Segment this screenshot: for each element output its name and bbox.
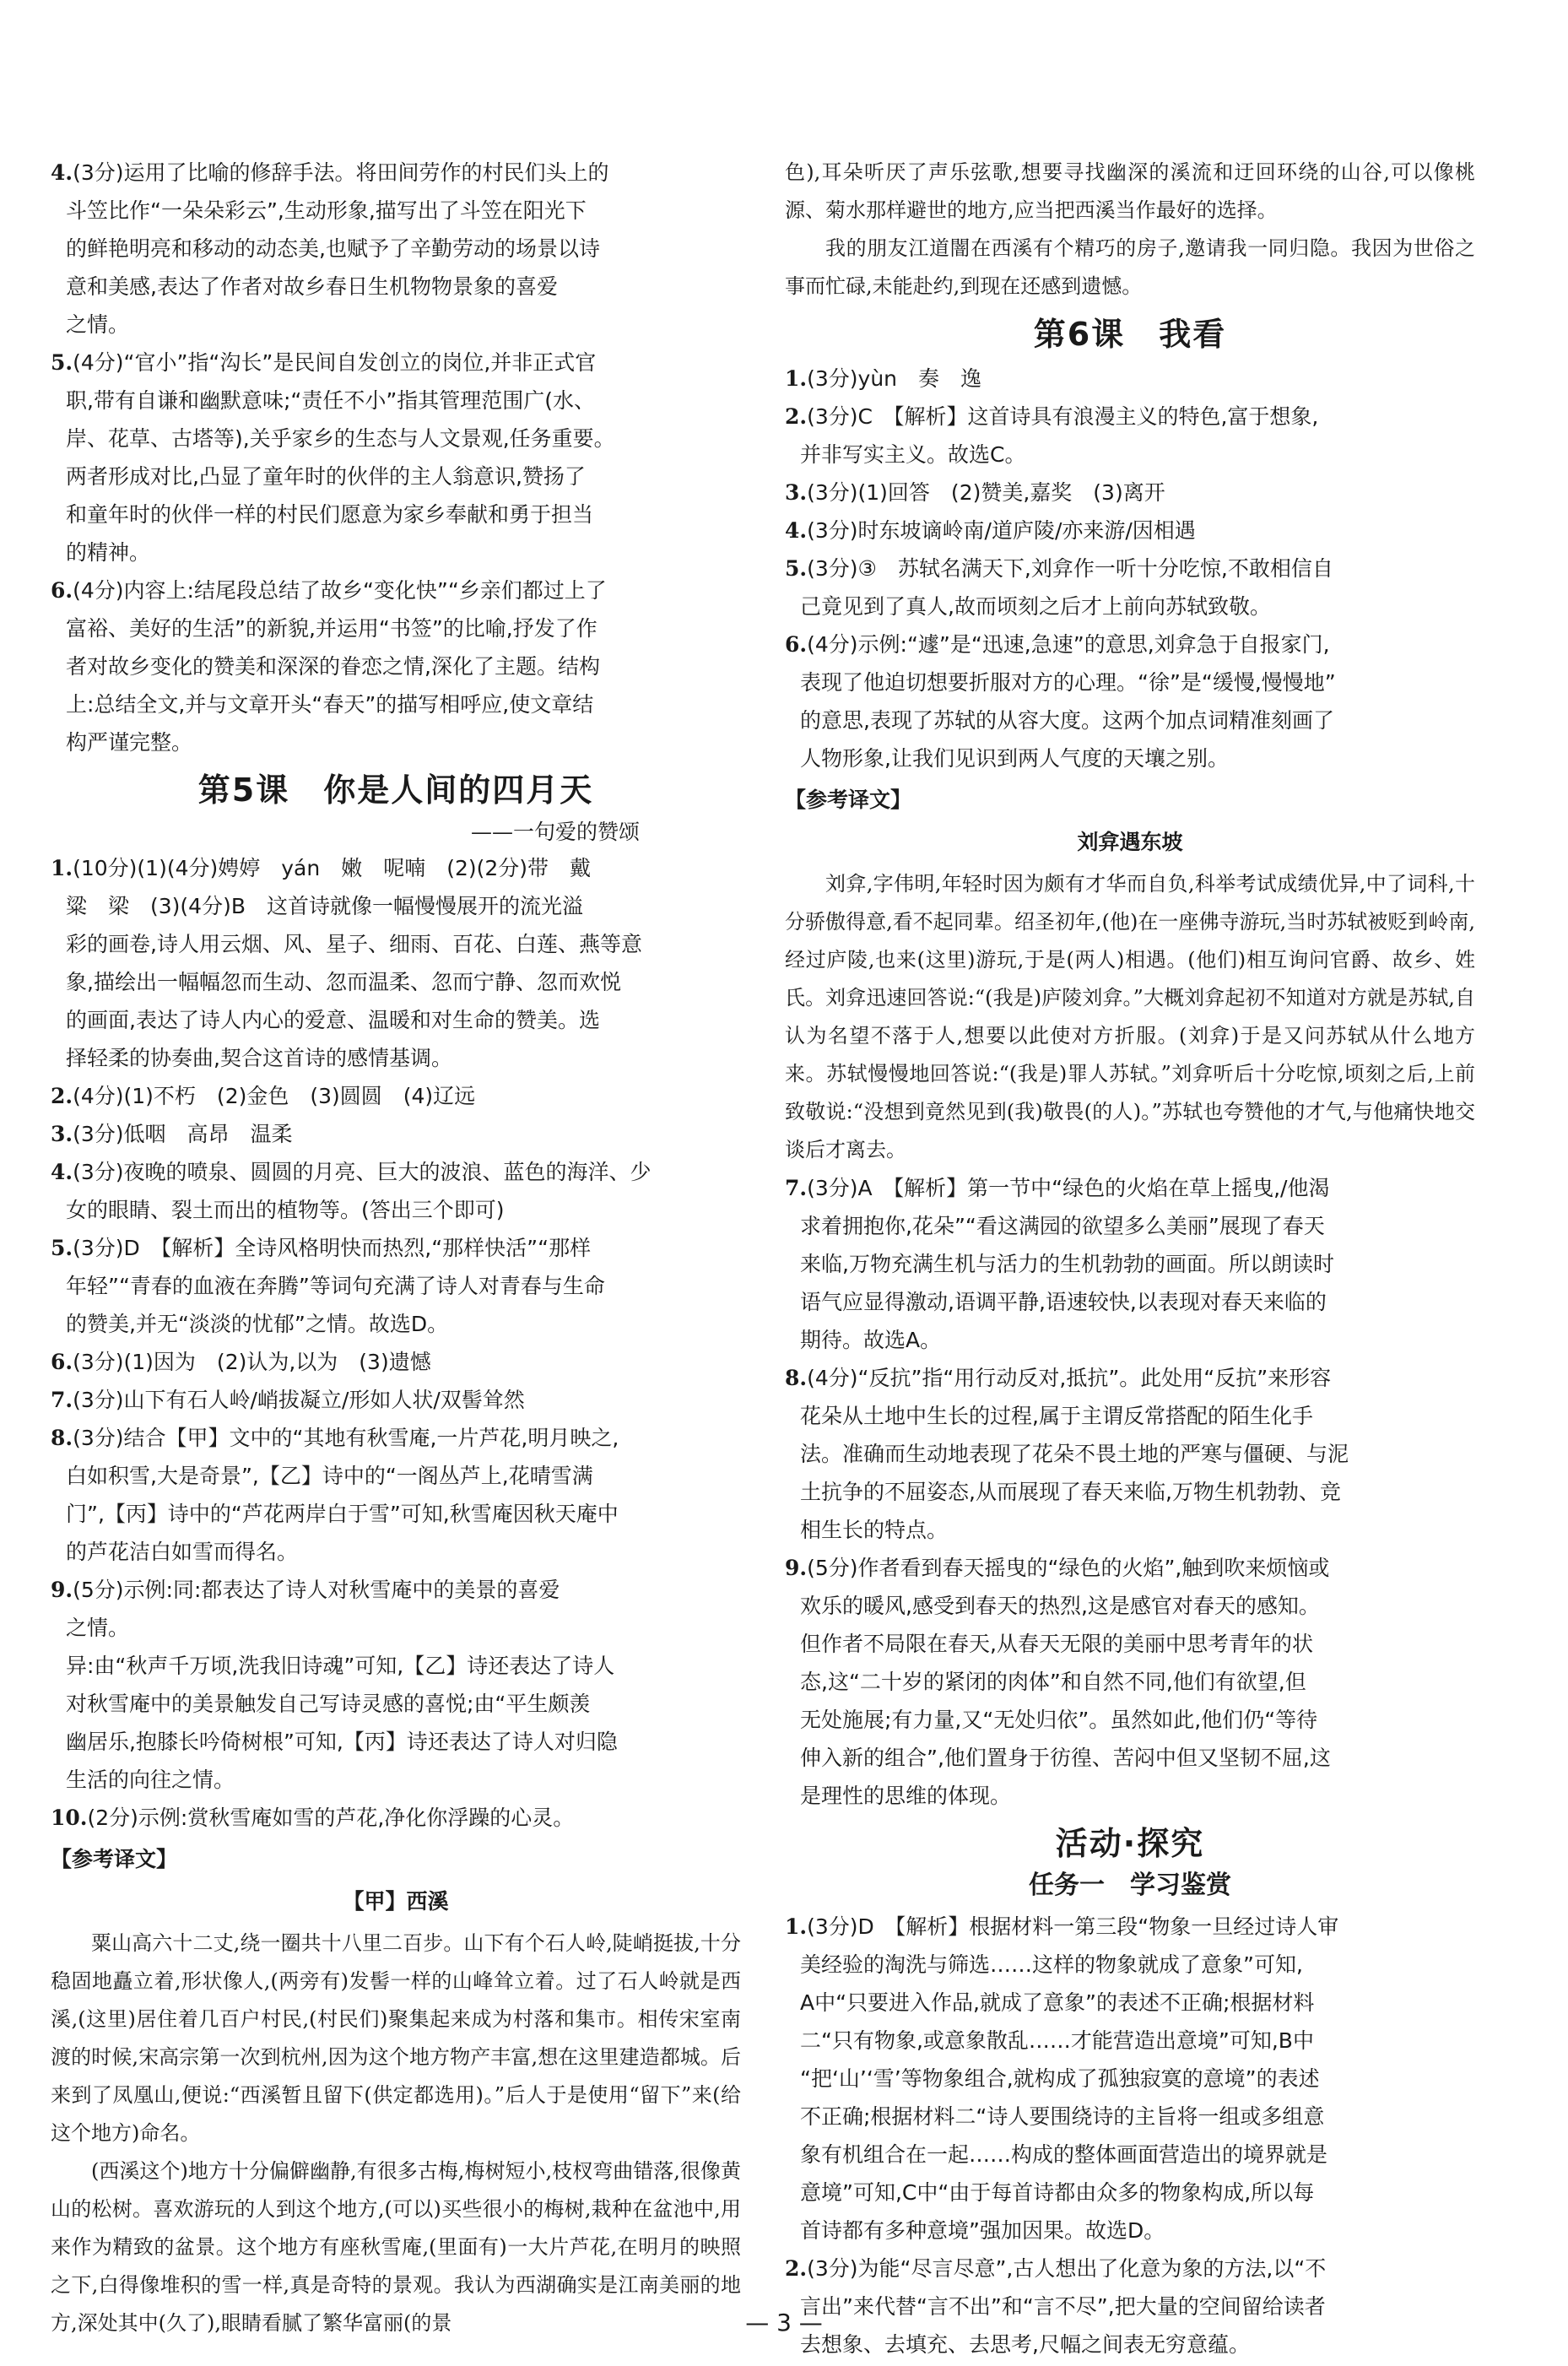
answer-text-line: 法。准确而生动地表现了花朵不畏土地的严寒与僵硬、与泥 [800, 1442, 1349, 1466]
answer-number: 1. [785, 1914, 808, 1939]
answer-text: (4分)示例:“遽”是“迅速,急速”的意思,刘弇急于自报家门, [807, 632, 1330, 657]
answer-text: (3分)yùn 奏 逸 [807, 366, 982, 391]
answer-text-line: 首诗都有多种意境”强加因果。故选D。 [800, 2218, 1165, 2243]
answer-item [785, 1908, 1475, 1946]
answer-number: 10. [51, 1806, 88, 1830]
answer-text-line: 美经验的淘洗与筛选……这样的物象就成了意象”可知, [800, 1952, 1303, 1977]
answer-item [51, 154, 741, 192]
answer-item [785, 550, 1475, 587]
answer-text-line: 己竟见到了真人,故而顷刻之后才上前向苏轼致敬。 [800, 594, 1271, 619]
lesson-title: 第5课 你是人间的四月天 [197, 772, 594, 809]
answer-item [785, 1169, 1475, 1207]
answer-number: 9. [51, 1578, 73, 1602]
answer-text-line: 意和美感,表达了作者对故乡春日生机物物景象的喜爱 [66, 274, 558, 299]
answer-item [785, 1549, 1475, 1587]
answer-item [51, 1229, 741, 1267]
answer-text: (3分)夜晚的喷泉、圆圆的月亮、巨大的波浪、蓝色的海洋、少 [73, 1160, 652, 1184]
answer-text-line: A中“只要进入作品,就成了意象”的表述不正确;根据材料 [800, 1990, 1315, 2015]
answer-item [51, 1799, 741, 1837]
answer-item [51, 1419, 741, 1457]
answer-item [51, 1381, 741, 1419]
answer-item [785, 512, 1475, 550]
answer-text-line: 伸入新的组合”,他们置身于彷徨、苦闷中但又坚韧不屈,这 [800, 1746, 1331, 1770]
answer-text: (5分)作者看到春天摇曳的“绿色的火焰”,触到吹来烦恼或 [807, 1556, 1330, 1580]
answer-text-line: 的意思,表现了苏轼的从容大度。这两个加点词精准刻画了 [800, 708, 1334, 733]
answer-number: 6. [51, 1350, 73, 1374]
answer-number: 3. [785, 480, 808, 505]
answer-text-line: 粱 梁 (3)(4分)B 这首诗就像一幅慢慢展开的流光溢 [66, 894, 583, 918]
answer-text-line: 和童年时的伙伴一样的村民们愿意为家乡奉献和勇于担当 [66, 502, 594, 527]
answer-text-line: 的鲜艳明亮和移动的动态美,也赋予了辛勤劳动的场景以诗 [66, 236, 600, 261]
answer-text: (10分)(1)(4分)娉婷 yán 嫩 呢喃 (2)(2分)带 戴 [73, 856, 592, 880]
answer-text-line: 年轻”“青春的血液在奔腾”等词句充满了诗人对青春与生命 [66, 1274, 605, 1298]
answer-text: (3分)D 【解析】根据材料一第三段“物象一旦经过诗人审 [807, 1914, 1339, 1939]
translation-title: 【甲】西溪 [343, 1889, 449, 1914]
answer-text-line: 意境”可知,C中“由于每首诗都由众多的物象构成,所以每 [800, 2180, 1315, 2205]
answer-number: 6. [51, 578, 73, 603]
lesson-subtitle: ——一句爱的赞颂 [470, 820, 640, 844]
page-number: — 3 — [745, 2309, 823, 2336]
answer-number: 5. [51, 1236, 73, 1260]
answer-item [785, 625, 1475, 663]
answer-text-line: “把‘山’‘雪’等物象组合,就构成了孤独寂寞的意境”的表述 [800, 2066, 1320, 2091]
answer-item [51, 1153, 741, 1191]
answer-item [51, 1077, 741, 1115]
answer-number: 2. [785, 2256, 808, 2281]
answer-item [51, 1343, 741, 1381]
answer-number: 3. [51, 1122, 73, 1146]
answer-text-line: 不正确;根据材料二“诗人要围绕诗的主旨将一组或多组意 [800, 2104, 1325, 2129]
answer-text-line: 求着拥抱你,花朵”“看这满园的欲望多么美丽”展现了春天 [800, 1214, 1325, 1238]
answer-item [51, 1571, 741, 1609]
answer-text-line: 的精神。 [66, 540, 151, 565]
answer-text: (3分)运用了比喻的修辞手法。将田间劳作的村民们头上的 [73, 160, 609, 185]
answer-text-line: 幽居乐,抱膝长吟倚树根”可知,【丙】诗还表达了诗人对归隐 [66, 1730, 618, 1754]
answer-text-line: 期待。故选A。 [800, 1328, 942, 1352]
answer-number: 1. [51, 856, 73, 880]
answer-text-line: 去想象、去填充、去思考,尺幅之间表无穷意蕴。 [800, 2332, 1250, 2357]
answer-text: (3分)C 【解析】这首诗具有浪漫主义的特色,富于想象, [807, 404, 1319, 429]
answer-number: 2. [785, 404, 808, 429]
answer-item [51, 1115, 741, 1153]
answer-text-line: 相生长的特点。 [800, 1518, 949, 1542]
left-column [51, 154, 741, 2342]
translation-paragraph: (西溪这个)地方十分偏僻幽静,有很多古梅,梅树短小,枝杈弯曲错落,很像黄山的松树。喜欢游玩的人到这个地方,(可以)买些很小的梅树,栽种在盆池中,用来作为精致的盆景。这个地方有座秋雪庵,(里面有)一大片芦花,在明月的映照之下,白得像堆积的雪一样,真是奇特的景观。我认为西湖确实是江南美丽的地方,深处其中(久了),眼睛看腻了繁华富丽(的景 [51, 2159, 741, 2335]
translation-paragraph: 粟山高六十二丈,绕一圈共十八里二百步。山下有个石人岭,陡峭挺拔,十分稳固地矗立着,形状像人,(两旁有)发髻一样的山峰耸立着。过了石人岭就是西溪,(这里)居住着几百户村民,(村民们)聚集起来成为村落和集市。相传宋室南渡的时候,宋高宗第一次到杭州,因为这个地方物产丰富,想在这里建造都城。后来到了凤凰山,便说:“西溪暂且留下(供定都选用)。”后人于是使用“留下”来(给这个地方)命名。 [51, 1931, 741, 2145]
activity-title: 活动·探究 [1055, 1825, 1205, 1862]
answer-text: (3分)时东坡谪岭南/道庐陵/亦来游/因相遇 [807, 518, 1196, 543]
answer-text-line: 者对故乡变化的赞美和深深的眷恋之情,深化了主题。结构 [66, 654, 600, 679]
answer-text-line: 上:总结全文,并与文章开头“春天”的描写相呼应,使文章结 [66, 692, 594, 717]
reference-translation-label: 【参考译文】 [51, 1847, 178, 1871]
answer-text: (4分)“反抗”指“用行动反对,抵抗”。此处用“反抗”来形容 [807, 1366, 1332, 1390]
answer-item [51, 849, 741, 887]
answer-text-line: 的赞美,并无“淡淡的忧郁”之情。故选D。 [66, 1312, 449, 1336]
answer-text-line: 的画面,表达了诗人内心的爱意、温暖和对生命的赞美。选 [66, 1008, 600, 1032]
translation-paragraph: 色),耳朵听厌了声乐弦歌,想要寻找幽深的溪流和迂回环绕的山谷,可以像桃源、菊水那样避世的地方,应当把西溪当作最好的选择。 [785, 160, 1475, 222]
answer-number: 4. [51, 160, 73, 185]
answer-text: (5分)示例:同:都表达了诗人对秋雪庵中的美景的喜爱 [73, 1578, 560, 1602]
answer-number: 5. [785, 556, 808, 581]
answer-number: 8. [785, 1366, 808, 1390]
answer-text: (2分)示例:赏秋雪庵如雪的芦花,净化你浮躁的心灵。 [87, 1806, 575, 1830]
answer-number: 8. [51, 1426, 73, 1450]
translation-paragraph: 我的朋友江道闇在西溪有个精巧的房子,邀请我一同归隐。我因为世俗之事而忙碌,未能赴约,到现在还感到遗憾。 [785, 236, 1475, 298]
answer-item [51, 344, 741, 382]
answer-text-line: 花朵从土地中生长的过程,属于主谓反常搭配的陌生化手 [800, 1404, 1313, 1428]
answer-number: 2. [51, 1084, 73, 1108]
answer-text: (3分)山下有石人岭/峭拔凝立/形如人状/双髻耸然 [73, 1388, 525, 1412]
answer-item [785, 398, 1475, 436]
answer-text-line: 象有机组合在一起……构成的整体画面营造出的境界就是 [800, 2142, 1328, 2167]
answer-number: 7. [51, 1388, 73, 1412]
answer-text-line: 对秋雪庵中的美景触发自己写诗灵感的喜悦;由“平生颇羡 [66, 1692, 591, 1716]
answer-text-line: 彩的画卷,诗人用云烟、风、星子、细雨、百花、白莲、燕等意 [66, 932, 642, 956]
answer-text-line: 人物形象,让我们见识到两人气度的天壤之别。 [800, 746, 1229, 771]
answer-text-line: 两者形成对比,凸显了童年时的伙伴的主人翁意识,赞扬了 [66, 464, 586, 489]
answer-text-line: 女的眼睛、裂土而出的植物等。(答出三个即可) [66, 1198, 505, 1222]
lesson-title: 第6课 我看 [1033, 316, 1227, 353]
answer-text: (3分)A 【解析】第一节中“绿色的火焰在草上摇曳,/他渴 [807, 1176, 1330, 1200]
task-title: 任务一 学习鉴赏 [1029, 1871, 1231, 1900]
answer-text: (3分)(1)因为 (2)认为,以为 (3)遗憾 [73, 1350, 431, 1374]
answer-text: (4分)“官小”指“沟长”是民间自发创立的岗位,并非正式官 [73, 350, 597, 375]
answer-text-line: 择轻柔的协奏曲,契合这首诗的感情基调。 [66, 1046, 452, 1070]
answer-text-line: 之情。 [66, 312, 130, 337]
answer-text: (3分)低咽 高昂 温柔 [73, 1122, 293, 1146]
answer-text-line: 象,描绘出一幅幅忽而生动、忽而温柔、忽而宁静、忽而欢悦 [66, 970, 621, 994]
answer-text-line: 土抗争的不屈姿态,从而展现了春天来临,万物生机勃勃、竞 [800, 1480, 1341, 1504]
answer-text-line: 表现了他迫切想要折服对方的心理。“徐”是“缓慢,慢慢地” [800, 670, 1336, 695]
answer-item [785, 474, 1475, 512]
answer-number: 9. [785, 1556, 808, 1580]
answer-text: (4分)(1)不朽 (2)金色 (3)圆圆 (4)辽远 [73, 1084, 476, 1108]
answer-text-line: 来临,万物充满生机与活力的生机勃勃的画面。所以朗读时 [800, 1252, 1334, 1276]
answer-item [785, 360, 1475, 398]
answer-text-line: 语气应显得激动,语调平静,语速较快,以表现对春天来临的 [800, 1290, 1327, 1314]
answer-text: (3分)D 【解析】全诗风格明快而热烈,“那样快活”“那样 [73, 1236, 592, 1260]
answer-text: (3分)为能“尽言尽意”,古人想出了化意为象的方法,以“不 [807, 2256, 1327, 2281]
answer-text-line: 构严谨完整。 [66, 730, 193, 755]
answer-number: 7. [785, 1176, 808, 1200]
answer-text-line: 并非写实主义。故选C。 [800, 442, 1026, 467]
right-column [785, 154, 1475, 2363]
translation-title: 刘弇遇东坡 [1077, 830, 1183, 854]
answer-number: 4. [51, 1160, 73, 1184]
answer-text-line: 态,这“二十岁的紧闭的肉体”和自然不同,他们有欲望,但 [800, 1670, 1306, 1694]
answer-text-line: 欢乐的暖风,感受到春天的热烈,这是感官对春天的感知。 [800, 1594, 1320, 1618]
answer-text-line: 斗笠比作“一朵朵彩云”,生动形象,描写出了斗笠在阳光下 [66, 198, 587, 223]
answer-text-line: 言出”来代替“言不出”和“言不尽”,把大量的空间留给读者 [800, 2294, 1326, 2319]
answer-text-line: 白如积雪,大是奇景”,【乙】诗中的“一阁丛芦上,花晴雪满 [66, 1464, 593, 1488]
answer-item [785, 2250, 1475, 2287]
answer-text-line: 职,带有自谦和幽默意味;“责任不小”指其管理范围广(水、 [66, 388, 596, 413]
answer-number: 6. [785, 632, 808, 657]
answer-text-line: 岸、花草、古塔等),关乎家乡的生态与人文景观,任务重要。 [66, 426, 615, 451]
answer-text: (4分)内容上:结尾段总结了故乡“变化快”“乡亲们都过上了 [73, 578, 607, 603]
answer-text: (3分)(1)回答 (2)赞美,嘉奖 (3)离开 [807, 480, 1165, 505]
answer-item [785, 1359, 1475, 1397]
answer-item [51, 571, 741, 609]
answer-text-line: 无处施展;有力量,又“无处归依”。虽然如此,他们仍“等待 [800, 1708, 1318, 1732]
answer-text: (3分)结合【甲】文中的“其地有秋雪庵,一片芦花,明月映之, [73, 1426, 619, 1450]
answer-text-line: 是理性的思维的体现。 [800, 1784, 1012, 1808]
answer-text-line: 二“只有物象,或意象散乱……才能营造出意境”可知,B中 [800, 2028, 1314, 2053]
answer-text-line: 生活的向往之情。 [66, 1768, 235, 1792]
translation-paragraph: 刘弇,字伟明,年轻时因为颇有才华而自负,科举考试成绩优异,中了词科,十分骄傲得意,看不起同辈。绍圣初年,(他)在一座佛寺游玩,当时苏轼被贬到岭南,经过庐陵,也来(这里)游玩,于是(两人)相遇。(他们)相互询问官爵、故乡、姓氏。刘弇迅速回答说:“(我是)庐陵刘弇。”大概刘弇起初不知道对方就是苏轼,自认为名望不落于人,想要以此使对方折服。(刘弇)于是又问苏轼从什么地方来。苏轼慢慢地回答说:“(我是)罪人苏轼。”刘弇听后十分吃惊,顷刻之后,上前致敬说:“没想到竟然见到(我)敬畏(的人)。”苏轼也夸赞他的才气,与他痛快地交谈后才离去。 [785, 872, 1475, 1161]
answer-number: 5. [51, 350, 73, 375]
answer-text-line: 门”,【丙】诗中的“芦花两岸白于雪”可知,秋雪庵因秋天庵中 [66, 1502, 619, 1526]
answer-text-line: 但作者不局限在春天,从春天无限的美丽中思考青年的状 [800, 1632, 1313, 1656]
answer-text-line: 富裕、美好的生活”的新貌,并运用“书签”的比喻,抒发了作 [66, 616, 597, 641]
reference-translation-label: 【参考译文】 [785, 788, 912, 812]
answer-text-line: 异:由“秋声千万顷,洗我旧诗魂”可知,【乙】诗还表达了诗人 [66, 1654, 615, 1678]
answer-text-line: 之情。 [66, 1616, 130, 1640]
answer-number: 1. [785, 366, 808, 391]
answer-text: (3分)③ 苏轼名满天下,刘弇作一听十分吃惊,不敢相信自 [807, 556, 1333, 581]
answer-number: 4. [785, 518, 808, 543]
answer-text-line: 的芦花洁白如雪而得名。 [66, 1540, 299, 1564]
